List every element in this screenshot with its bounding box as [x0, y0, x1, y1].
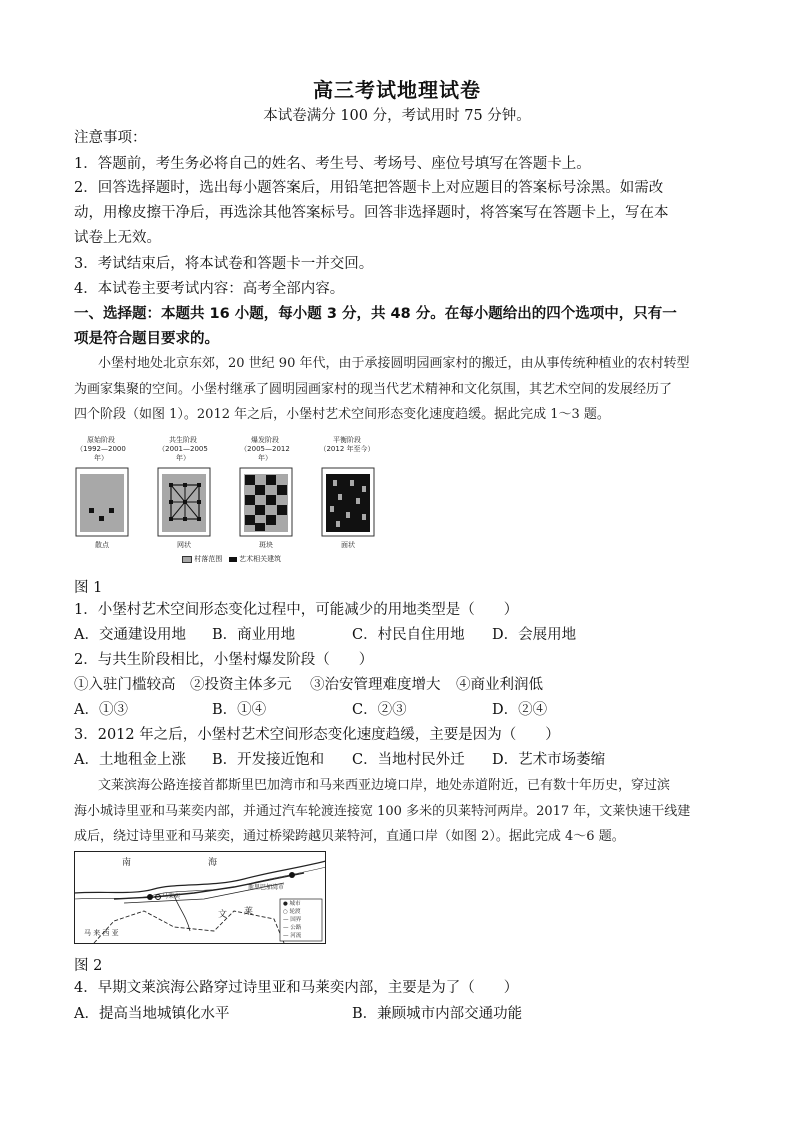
stage-4-title: 平衡阶段 （2012 年至今） [319, 436, 375, 453]
stage-3-form: 斑块 [259, 541, 273, 549]
q2-option-b: B．①④ [212, 702, 267, 718]
place-label: 马莱奕 [162, 893, 181, 900]
page-title: 高三考试地理试卷 [313, 78, 481, 102]
q2-statement-4: ④商业利润低 [456, 677, 543, 693]
malaysia-label: 马 来 西 亚 [84, 929, 119, 937]
q1-option-b: B．商业用地 [212, 627, 296, 643]
q3-option-b: B．开发接近饱和 [212, 752, 325, 768]
q4-option-b: B．兼顾城市内部交通功能 [352, 1006, 523, 1022]
q4-option-a: A．提高当地城镇化水平 [74, 1006, 230, 1022]
notice-line: 3．考试结束后，将本试卷和答题卡一并交回。 [74, 256, 374, 272]
q2-statement-2: ②投资主体多元 [190, 677, 292, 693]
exam-subtitle: 本试卷满分 100 分，考试用时 75 分钟。 [263, 108, 531, 124]
sea-label-2: 海 [208, 858, 218, 868]
stage-2-form: 网状 [177, 541, 191, 549]
notice-line: 试卷上无效。 [74, 230, 161, 246]
stage-1-diagram [76, 468, 128, 536]
stage-2-diagram [158, 468, 210, 536]
passage-line: 文莱滨海公路连接首都斯里巴加湾市和马来西亚边境口岸，地处赤道附近，已有数十年历史，穿过滨 [98, 778, 671, 793]
q1-option-a: A．交通建设用地 [74, 627, 186, 643]
q2-statement-3: ③治安管理难度增大 [310, 677, 441, 693]
figure-1 [70, 436, 390, 566]
passage-line: 为画家集聚的空间。小堡村继承了圆明园画家村的现当代艺术精神和文化氛围，其艺术空间的发展经历了 [74, 382, 673, 397]
section-heading: 项是符合题目要求的。 [74, 331, 219, 347]
notice-line: 2．回答选择题时，选出每小题答案后，用铅笔把答题卡上对应题目的答案标号涂黑。如需改 [74, 180, 664, 196]
section-heading: 一、选择题：本题共 16 小题，每小题 3 分，共 48 分。在每小题给出的四个选项中，只有一 [74, 306, 677, 322]
question-4-stem: 4．早期文莱滨海公路穿过诗里亚和马莱奕内部，主要是为了（ ） [74, 980, 519, 996]
figure-2-caption: 图 2 [74, 958, 103, 974]
figure-2-legend: ● 城市 ○ 轮渡 — 国界 — 公路 — 河流 [283, 901, 302, 939]
stage-4-form: 面状 [341, 541, 355, 549]
question-3-stem: 3．2012 年之后，小堡村艺术空间形态变化速度趋缓，主要是因为（ ） [74, 727, 560, 743]
q2-statement-1: ①入驻门槛较高 [74, 677, 176, 693]
passage-line: 海小城诗里亚和马莱奕内部，并通过汽车轮渡连接宽 100 多米的贝莱特河两岸。2017 年，文莱快速干线建 [74, 804, 691, 819]
country-label-1: 文 [218, 910, 228, 920]
figure-1-caption: 图 1 [74, 580, 103, 596]
stage-1-title: 原始阶段 （1992—2000 年） [76, 436, 126, 462]
sea-label-1: 南 [122, 858, 132, 868]
stage-4-diagram [322, 468, 374, 536]
stage-3-title: 爆发阶段 （2005—2012 年） [240, 436, 290, 462]
country-label-2: 莱 [244, 907, 254, 917]
city-label: 斯里巴加湾市 [248, 884, 285, 891]
question-1-stem: 1．小堡村艺术空间形态变化过程中，可能减少的用地类型是（ ） [74, 602, 519, 618]
q2-option-d: D．②④ [492, 702, 548, 718]
passage-line: 小堡村地处北京东郊，20 世纪 90 年代，由于承接圆明园画家村的搬迁，由从事传统种植业的农村转型 [98, 356, 690, 371]
q3-option-c: C．当地村民外迁 [352, 752, 465, 768]
q2-option-c: C．②③ [352, 702, 407, 718]
stage-2-title: 共生阶段 （2001—2005 年） [158, 436, 208, 462]
question-2-stem: 2．与共生阶段相比，小堡村爆发阶段（ ） [74, 652, 374, 668]
notice-line: 动，用橡皮擦干净后，再选涂其他答案标号。回答非选择题时，将答案写在答题卡上，写在本 [74, 205, 669, 221]
stage-3-diagram [240, 468, 292, 536]
passage-line: 四个阶段（如图 1）。2012 年之后，小堡村艺术空间形态变化速度趋缓。据此完成 1～3 题。 [74, 407, 610, 422]
passage-line: 成后，绕过诗里亚和马莱奕，通过桥梁跨越贝莱特河，直通口岸（如图 2）。据此完成 4～6 题。 [74, 829, 625, 844]
q3-option-a: A．土地租金上涨 [74, 752, 186, 768]
notice-line: 1．答题前，考生务必将自己的姓名、考生号、考场号、座位号填写在答题卡上。 [74, 156, 591, 172]
q2-option-a: A．①③ [74, 702, 128, 718]
notice-line: 4．本试卷主要考试内容：高考全部内容。 [74, 281, 345, 297]
stage-1-form: 散点 [95, 541, 109, 549]
notice-heading: 注意事项： [74, 130, 147, 146]
q1-option-c: C．村民自住用地 [352, 627, 465, 643]
q1-option-d: D．会展用地 [492, 627, 577, 643]
q3-option-d: D．艺术市场萎缩 [492, 752, 606, 768]
figure-1-legend: 村落范围 艺术相关建筑 [182, 554, 281, 564]
